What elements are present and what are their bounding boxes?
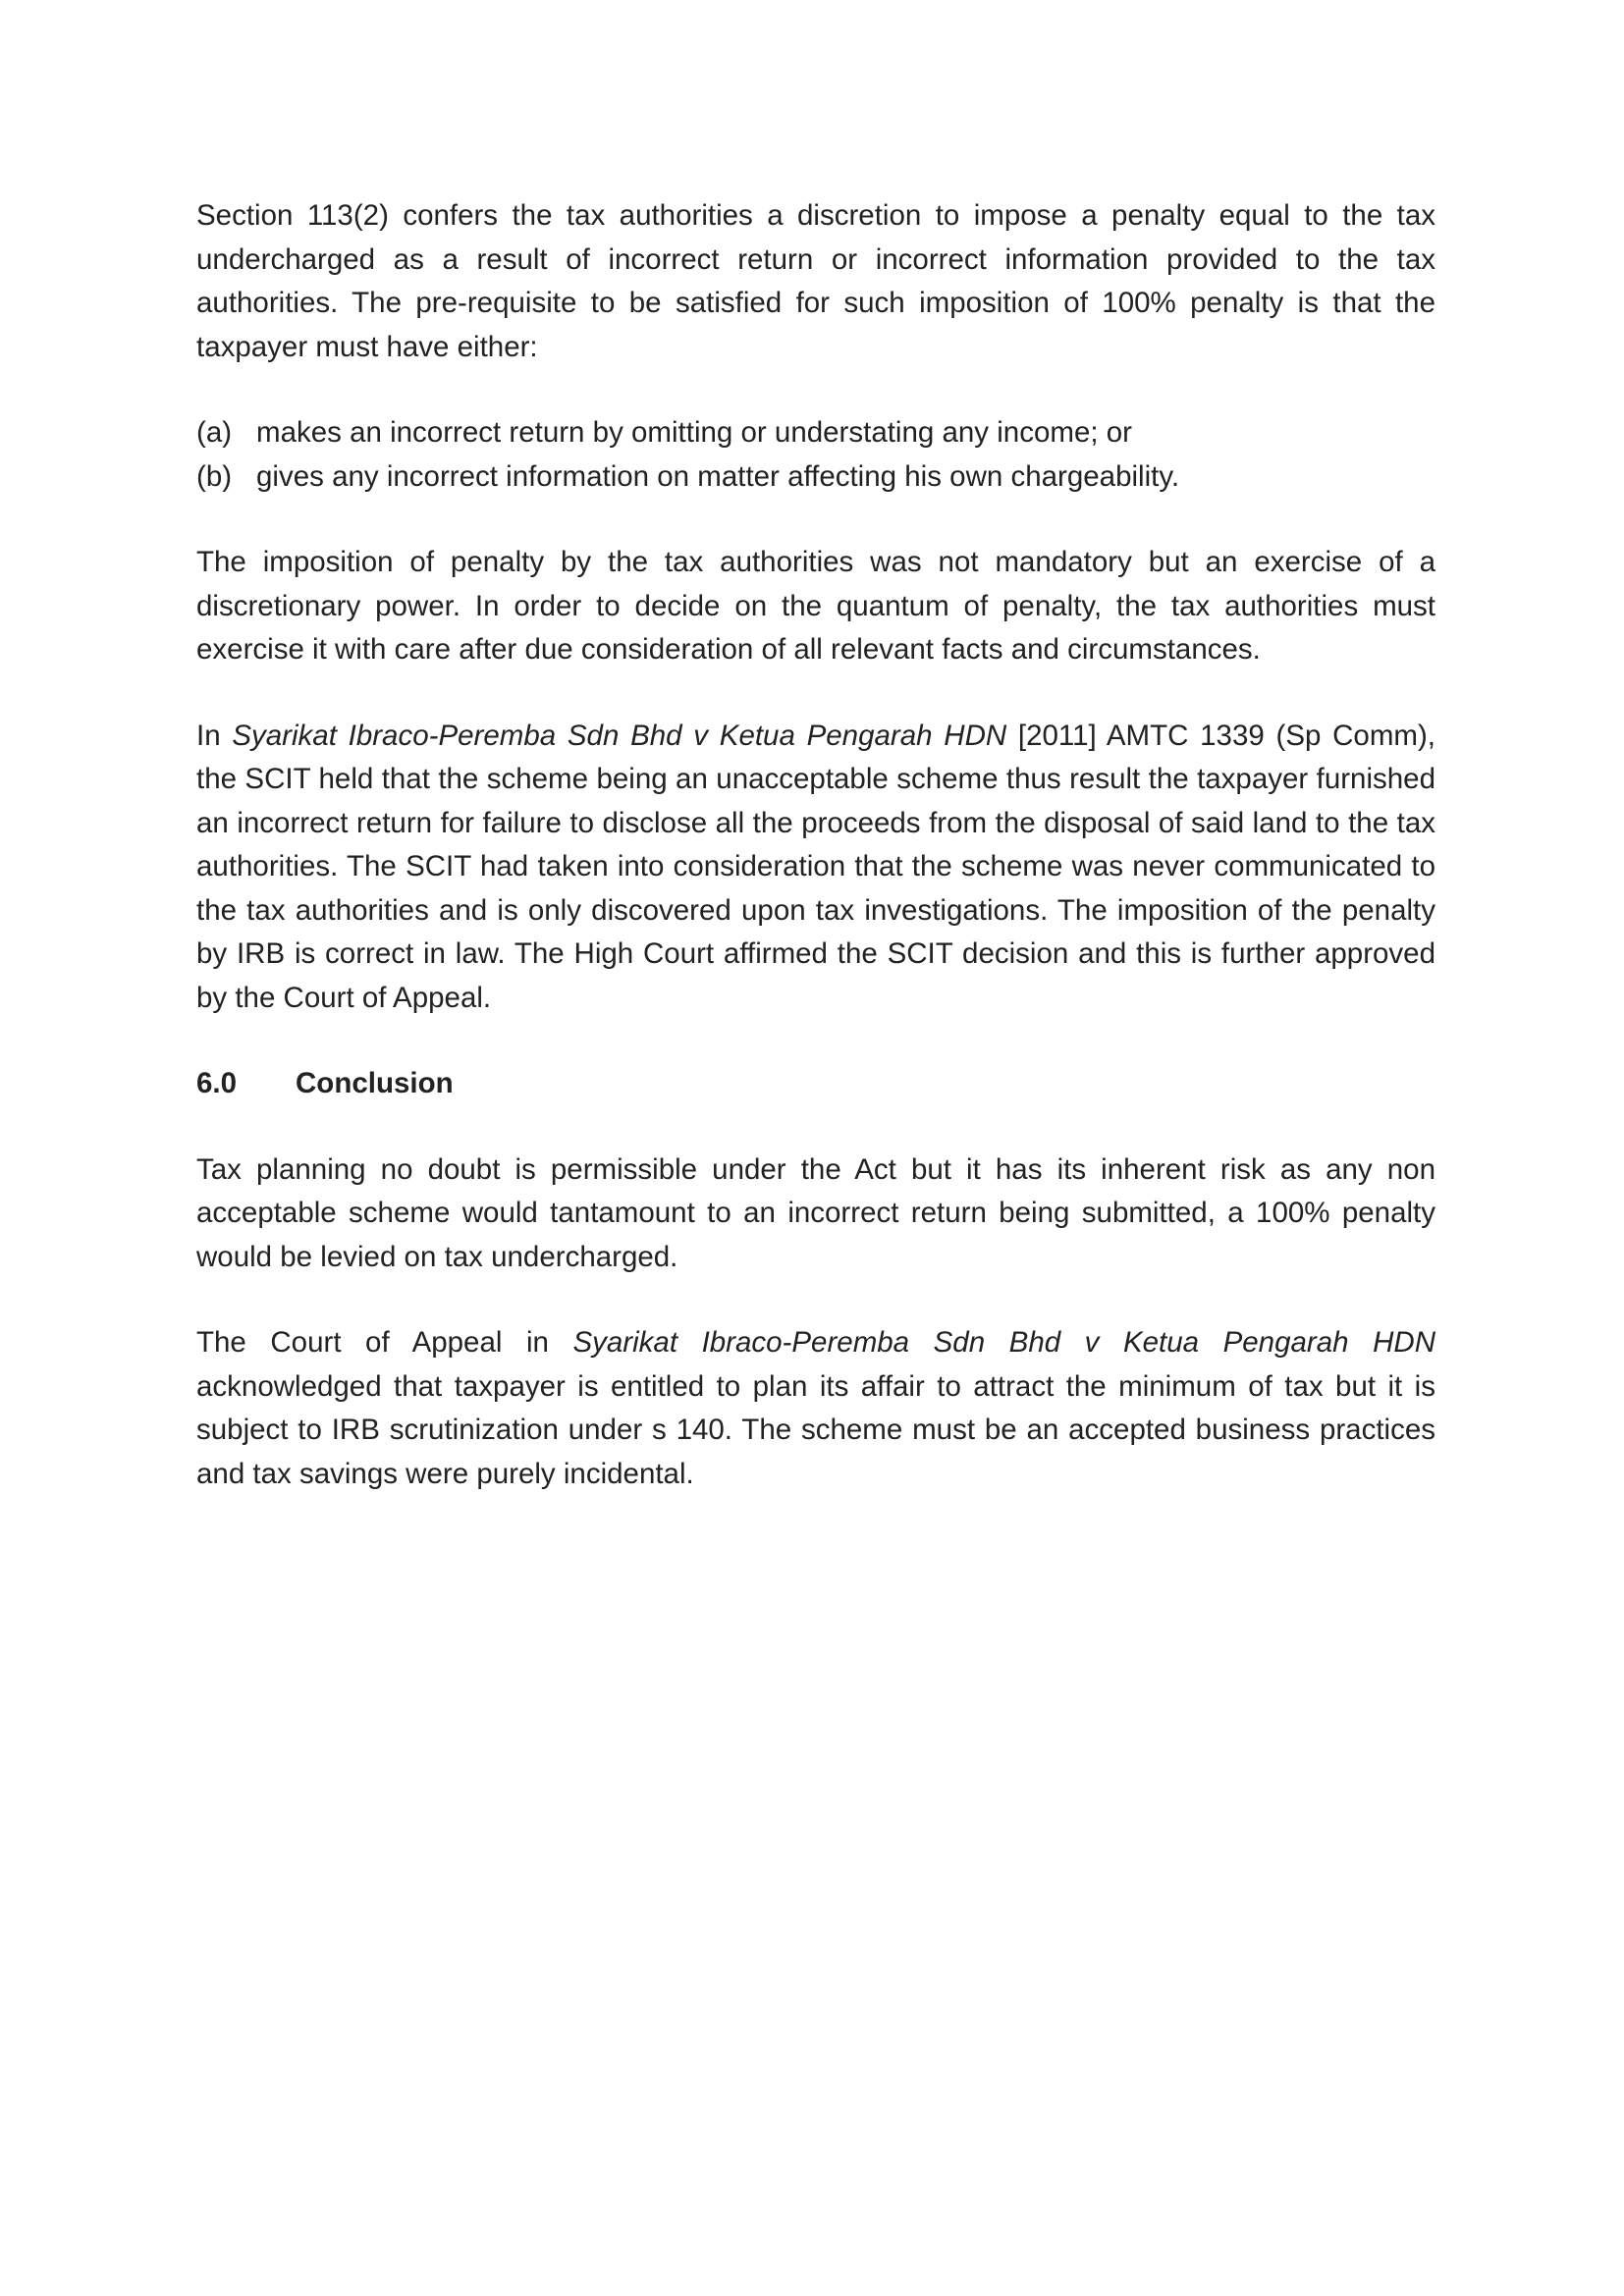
case-intro-text: In xyxy=(196,719,233,752)
appeal-intro-text: The Court of Appeal in xyxy=(196,1326,573,1359)
list-item-text: gives any incorrect information on matter affecting his own chargeability. xyxy=(256,459,1180,493)
paragraph-penalty-section: Section 113(2) confers the tax authorities a discretion to impose a penalty equal to the tax undercharged as a result of incorrect return or incorrect information provided to the tax authorities. The pre-requisite to be satisfied for such imposition of 100% penalty is that the taxpayer must have either: xyxy=(196,199,1435,363)
paragraph-court-of-appeal xyxy=(196,1321,1435,1496)
list-item-text: makes an incorrect return by omitting or understating any income; or xyxy=(256,416,1132,449)
paragraph-discretion: The imposition of penalty by the tax authorities was not mandatory but an exercise of a discretionary power. In order to decide on the quantum of penalty, the tax authorities must exercise it with care after due consideration of all relevant facts and circumstances. xyxy=(196,546,1435,666)
paragraph-conclusion: Tax planning no doubt is permissible under the Act but it has its inherent risk as any non acceptable scheme would tantamount to an incorrect return being submitted, a 100% penalty would be levied on tax undercharged. xyxy=(196,1152,1435,1273)
appeal-body-text: acknowledged that taxpayer is entitled to plan its affair to attract the minimum of tax but it is subject to IRB scrutinization under s 140. The scheme must be an accepted business practices and tax savings were purely incidental. xyxy=(196,1369,1435,1490)
document-page xyxy=(196,194,1435,1496)
list-item xyxy=(196,411,1435,455)
case-name: Syarikat Ibraco-Peremba Sdn Bhd v Ketua Pengarah HDN xyxy=(232,719,1007,752)
list-item xyxy=(196,455,1435,500)
section-title: Conclusion xyxy=(296,1067,454,1099)
prerequisite-list xyxy=(196,411,1435,499)
paragraph-case-law xyxy=(196,715,1435,1021)
section-heading xyxy=(196,1062,1435,1106)
case-body-text: [2011] AMTC 1339 (Sp Comm), the SCIT held that the scheme being an unacceptable scheme thus result the taxpayer furnished an incorrect return for failure to disclose all the proceeds from the disposal of said land to the tax authorities. The SCIT had taken into consideration that the scheme was never communicated to the tax authorities and is only discovered upon tax investigations. The imposition of the penalty by IRB is correct in law. The High Court affirmed the SCIT decision and this is further approved by the Court of Appeal. xyxy=(196,719,1436,1014)
list-marker: (a) xyxy=(196,416,233,449)
section-number: 6.0 xyxy=(196,1067,238,1099)
case-name: Syarikat Ibraco-Peremba Sdn Bhd v Ketua Pengarah HDN xyxy=(572,1326,1435,1359)
list-marker: (b) xyxy=(196,459,233,493)
